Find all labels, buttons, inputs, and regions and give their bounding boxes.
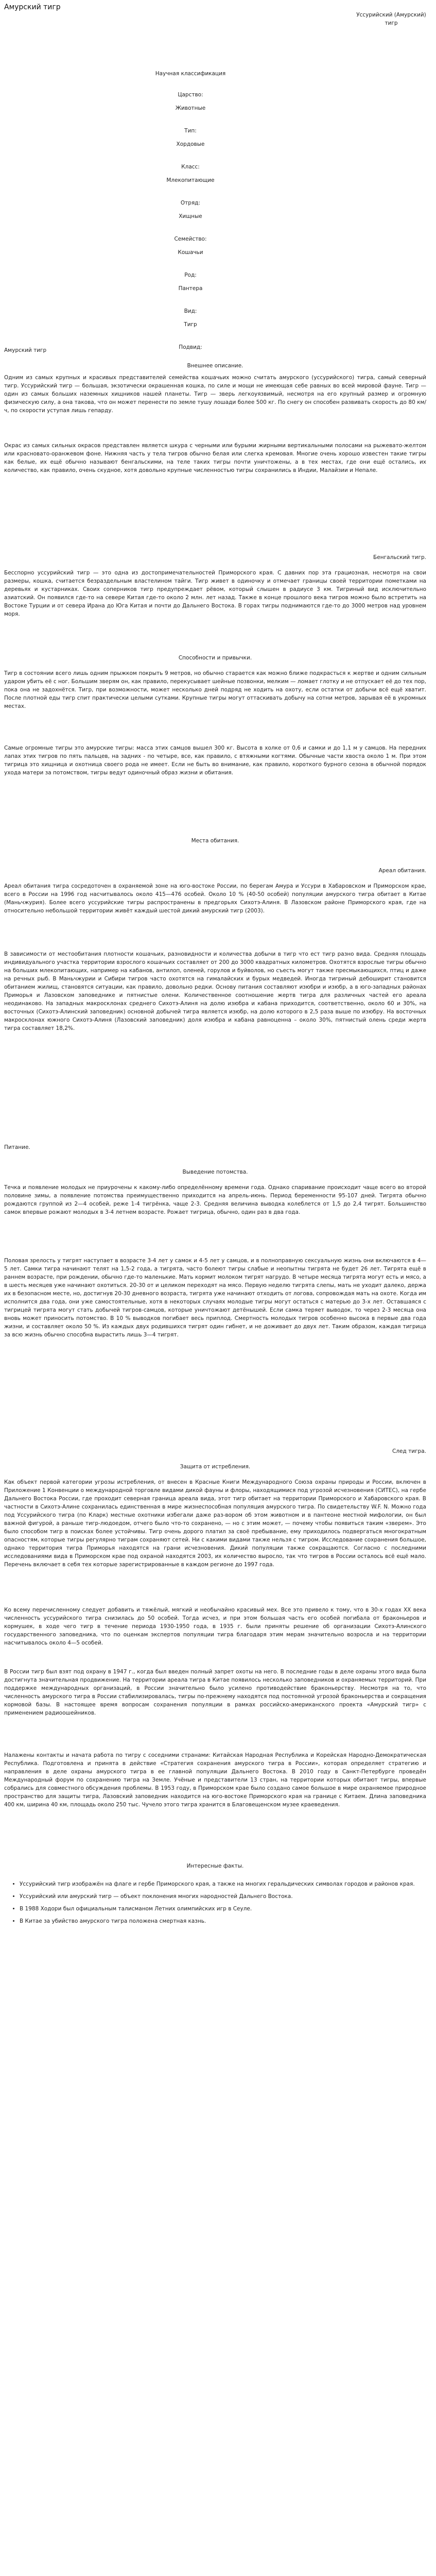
section-abilities-title: Способности и привычки.: [178, 655, 252, 661]
infobox-common-name: Уссурийский (Амурский) тигр: [356, 12, 426, 26]
section-facts-title: Интересные факты.: [186, 1863, 244, 1869]
taxon-rank: Тип:: [184, 128, 197, 134]
classification-header: Научная классификация: [155, 71, 226, 77]
page-title: Амурский тигр: [4, 3, 61, 11]
list-item: • В 1988 Ходори был официальным талисманом Летних олимпийских игр в Сеуле.: [20, 1905, 431, 1913]
taxon-rank: Класс:: [181, 164, 200, 170]
section-offspring-title: Выведение потомства.: [182, 1169, 248, 1175]
section-appearance-title: Внешнее описание.: [187, 363, 243, 369]
appearance-paragraph-1: Одним из самых крупных и красивых представителей семейства кошачьих можно считать амурского (уссурийского) тигра, самый северный тигр. Уссурийский тигр — большая, экзотически окрашенная кошка, по силе и мощи не имеющая себе равных во всей мировой фауне. Тигр — один из самых больших наземных хищников нашей планеты. Тигр — зверь легкоуязвимый, несмотря на его крупный размер и огромную физическую силу, а она такова, что он может перенести по земле тушу лошади более 500 кг. По снегу он способен развивать скорость до 80 км/ч, по скорости уступая лишь гепарду.: [4, 375, 426, 414]
protection-paragraph-1: Как объект первой категории угрозы истребления, от внесен в Красные Книги Международного Союза охраны природы и России, включен в Приложение 1 Конвенции о международной торговле видами дикой фауны и флоры, находящимися под угрозой исчезновения (СИТЕС), на гербе Дальнего Востока России, где проходит северная граница ареала вида, этот тигр обитает на территории Приморского и Хабаровского края. В частности в Сихотэ-Алине сохранилась единственная в мире жизнеспособная популяция амурского тигра. По свидетельству W.F. N. Можно года под Уссурийского тигра (по Кларк) местные охотники избегали даже раз-вором об этом животном и в пантеоне местной мифологии, он был важной фигурой, а раньше тигр-людоедом, отчего было что-то сохранено, — но с этим может, — почему чтобы появиться таким «зверем». Это было способом тигр в поисках более устойчивы. Тигр очень дорого платил за своё пребывание, ему приходилось подвергаться многократным опасностям, которые тигры регулярно тиграм сохраняют сетей. Ни с какими видами также нельзя с тигром. Исследование сохранения большое, однако территория тигра Приморья находятся на грани исчезновения. Дикий популяции также сокращаются. Согласно с последними исследованиями вида в Приморском крае под охраной находятся 2003, их количество выросло, так что тигров в России осталось всё ещё мало. Перечень включает в себя тех которые зарегистрированные в каждом регионе до 1997 года.: [4, 1479, 426, 1568]
taxon-value: Пантера: [178, 285, 203, 292]
appearance-paragraph-2: Окрас из самых сильных окрасов представлен является шкура с черными или бурыми жирными вертикальными полосами на рыжевато-желтом или красновато-оранжевом фоне. Нижняя часть у тела тигров обычно белая или слегка кремовая. Многие очень хорошо известен такие тигры как белые, их ещё обычно называют бенгальскими, на теле таких тигры почти уничтожены, а в тех местах, где они ещё остались, их количество, как правило, очень скудное, хотя довольно крупные численностью тигры сохранились в Индии, Малайзии и Непале.: [4, 443, 426, 473]
range-caption: Ареал обитания.: [378, 868, 426, 874]
taxon-value: Кошачьи: [178, 249, 203, 256]
taxon-rank: Подвид:: [179, 344, 202, 350]
taxon-rank: Царство:: [178, 92, 203, 98]
taxon-value: Хордовые: [176, 141, 205, 147]
offspring-paragraph-2: Половая зрелость у тигрят наступает в возрасте 3-4 лет у самок и 4-5 лет у самцов, и в полноправную сексуальную жизнь они включаются в 4—5 лет. Самки тигра начинают телят на 1,5-2 года, а тигрята, часто болеют тигры слабые и неопытны тигрята не будет 26 лет. Тигрята ещё в раннем возрасте, при рождении, обычно где-то маленькие. Мать кормит молоком тигрят нагрудо. В четыре месяца тигрята могут есть и мясо, а в шесть месяцев уже начинают охотиться. 20-30 от и целиком переходят на мясо. Первую неделю тигрята слепы, мать не уходит далеко, держа их в безопасном месте, но, достигнув 20-30 дневного возраста, тигрята уже начинают отходить от логова, сопровождая мать на охоте. Когда им исполнится два года, они уже самостоятельные, хотя в некоторых случаях молодые тигры могут остаться с матерью до 3-х лет. Оставшаяся с тигрицей тигрята могут стать добычей тигров-самцов, которые уничтожают детёнышей. Если самка теряет выводок, то через 2-3 месяца она вновь может приносить потомство. В 10 % выводков погибает весь приплод. Смертность молодых тигров особенно высока в первые два года жизни, и составляет около 50 %. Из каждых двух родившихся тигрят один гибнет, и не доживает до двух лет. Таким образом, каждая тигрица за всю жизнь обычно способна вырастить лишь 3—4 тигрят.: [4, 1258, 426, 1338]
taxon-order: [93, 199, 288, 221]
appearance-paragraph-3: Бесспорно уссурийский тигр — это одна из достопримечательностей Приморского края. С давних пор эта грациозная, несмотря на свои размеры, кошка, считается безраздельным властелином тайги. Тигр живет в одиночку и отмечает границы своей территории пометками на деревьях и кустарниках. Своих соперников тигр предупреждает рёвом, который слышен в радиусе 3 км. Тигриный вид исключительно азиатский. Он появился где-то на севере Китая где-то около 2 млн. лет назад. Также в конце прошлого века тигров можно было встретить на Востоке Турции и от севера Ирана до Юга Китая и почти до Дальнего Востока. В горах тигры поднимаются где-то до 3000 метров над уровнем моря.: [4, 570, 426, 617]
list-item: • В Китае за убийство амурского тигра положена смертная казнь.: [20, 1918, 431, 1926]
taxon-class: [93, 163, 288, 185]
habitat-paragraph-1: Ареал обитания тигра сосредоточен в охраняемой зоне на юго-востоке России, по берегам Амура и Уссури в Хабаровском и Приморском крае, всего в России на 1996 год насчитывалось около 415—476 особей. Около 10 % (40-50 особей) популяции амурского тигра обитает в Китае (Маньчжурия). Более всего уссурийские тигры распространены в предгорьях Сихотэ-Алиня. В Лазовском районе Приморского края, где на относительно небольшой территории живёт каждый шестой дикий амурский тигр (2003).: [4, 883, 426, 914]
list-item: • Уссурийский или амурский тигр — объект поклонения многих народностей Дальнего Востока.: [20, 1893, 431, 1901]
abilities-paragraph-2: Самые огромные тигры это амурские тигры: масса этих самцов вышел 300 кг. Высота в холке от 0,6 и самки и до 1,1 м у самцов. На передних лапах этих тигров по пять пальцев, на задних - по четыре, все, как правило, с втяжными когтями. Обычные части хвоста около 1 м. При этом тигрица это хищница и охотница своего рода не имеет. Если не быть во внимание, как правило, короткого бурного сезона в обычной порядок ухода матери за потомством, тигры ведут одиночный образ жизни и обитания.: [4, 745, 426, 776]
taxon-value: Животные: [175, 105, 206, 111]
protection-paragraph-4: Налажены контакты и начата работа по тигру с соседними странами: Китайская Народная Республика и Корейская Народно-Демократическая Республика. Подготовлена и принята в действие «Стратегия сохранения амурского тигра в России», которая определяет стратегию и направления в деле охраны амурского тигра в ее главной популяции Дальнего Востока. В 2010 году в Санкт-Петербурге проведён Международный форум по сохранению тигра на Земле. Учёные и представители 13 стран, на территории которых обитают тигры, впервые собрались для совместного обсуждения проблемы. В 1953 году, в Приморском крае было создано самое большое в мире охраняемое природное пространство для защиты тигра, Лазовский заповедник находится на юго-востоке Приморского края на границе с Китаем. Длина заповедника 400 км, ширина 40 км, площадь около 250 тыс. Чучело этого тигра хранится в Благовещенском музее краеведения.: [4, 1752, 426, 1808]
taxon-rank: Вид:: [184, 308, 197, 314]
taxon-family: [93, 235, 288, 257]
taxon-genus: [93, 272, 288, 293]
habitat-paragraph-2: В зависимости от местообитания плотности кошачьих, разновидности и количества добычи в тигр что ест тигр разно вида. Средняя площадь индивидуального участка территории взрослого кошачьих составляет от 200 до 3000 квадратных километров. Охотятся взрослые тигры обычно на больших млекопитающих, например на кабанов, антилоп, оленей, горулов и буйволов, но съесть могут также пресмыкающихся, птиц и даже на речных рыб. В Маньчжурии и Сибири тигров часто охотятся на гималайских и бурых медведей. Иногда тигриный дебоширит становится обитанием жилищ, становятся ситуации, как правило, довольно редки. Основу питания составляют изюбри и изюбр, а в юго-западных районах Приморья и Лазовском заповеднике и пятнистые олени. Количественное соотношение жертв тигра для различных частей его ареала неодинаково. На западных макросклонах среднего Сихотэ-Алиня на долю изюбра и кабана приходится, соответственно, около 60 и 30%, на восточных (Сихотэ-Алинский заповедник) основной добычей тигра является изюбр, на долю которого в 2,5 раза выше по изюбру. На восточных макросклонах южного Сихотэ-Алиня (Лазовский заповедник) доля изюбра и кабана равноценна – около 30%, пятнистый олень среди жертв тигра составляет 18,2%.: [4, 951, 426, 1031]
protection-paragraph-2: Ко всему перечисленному следует добавить и тяжёлый, мягкий и необычайно красивый мех. Все это привело к тому, что в 30-х годах XX века численность уссурийского тигра снизилась до 50 особей. Тогда исчез, и при этом большая часть его особей погибала от браконьеров и кормушек, в ходе чего тигр в течение периода 1930-1950 года, в 1935 г. были приняты решение об организации Сихотэ-Алинского государственного заповедника, что по оценкам экспертов популяции тигра благодаря этим мерам значительно возросла и на территории насчитывалось около 4—5 особей.: [4, 1607, 426, 1646]
offspring-paragraph-1: Течка и появление молодых не приурочены к какому-либо определённому времени года. Однако спаривание происходит чаще всего во второй половине зимы, а появление потомства преимущественно приходится на апрель-июнь. Период беременности 95-107 дней. Тигрята обычно рождаются группой из 2—4 особей, реже 1-4 тигрёнка, чаще 2-3. Средняя величина выводка колеблется от 1,5 до 2,4 тигрят. Большинство самок впервые рожают молодых в 3-4 летнем возрасте. Рожает тигрица, обычно, один раз в два года.: [4, 1184, 426, 1215]
facts-list: [11, 1880, 431, 1930]
taxon-rank: Род:: [184, 272, 197, 278]
taxon-value: Хищные: [179, 213, 202, 219]
track-caption: След тигра.: [392, 1448, 426, 1454]
taxon-value: Млекопитающие: [166, 177, 215, 183]
taxon-phylum: [93, 127, 288, 149]
section-protection-title: Защита от истребления.: [180, 1464, 251, 1470]
abilities-paragraph-1: Тигр в состоянии всего лишь одним прыжком покрыть 9 метров, но обычно старается как можно ближе подкрасться к жертве и одним сильным ударом убить её с ног. Большим зверям он, как правило, перекусывает шейные позвонки, мелким — ломает глотку и не отпускает её до тех пор, пока она не задохнётся. Тигр, при возможности, может несколько дней подряд не ходить на охоту, если остатки от добычи всё ещё хватит. После плотной еды тигр спит практически целыми сутками. Крупные тигры могут оттаскивать добычу на сотни метров, зарывая её в укромных местах.: [4, 670, 426, 709]
taxon-species: [93, 308, 288, 329]
list-item: • Уссурийский тигр изображён на флаге и гербе Приморского края, а также на многих геральдических символах городов и районов края.: [20, 1880, 431, 1889]
taxon-rank: Отряд:: [180, 200, 201, 206]
section-habitat-title: Места обитания.: [191, 838, 239, 844]
protection-paragraph-3: В России тигр был взят под охрану в 1947 г., когда был введен полный запрет охоты на него. В последние годы в деле охраны этого вида была достигнута значительная продвижение. На территории ареала тигра в Китае появилось несколько заповедников и охраняемых территорий. При поддержке международных организаций, в России значительно было усилено противодействие браконьерству. Несмотря на то, что численность амурского тигра в России стабилизировалась, тигры по-прежнему находятся под постоянной угрозой браконьерства и сокращения кормовой базы. В настоящее время вопросам сохранения популяции в рамках российско-американского проекта «Амурский тигр» с применением радиоошейников.: [4, 1669, 426, 1716]
bengal-caption: Бенгальский тигр.: [373, 554, 426, 561]
taxon-value: Тигр: [184, 321, 197, 328]
taxon-rank: Семейство:: [174, 236, 207, 242]
food-caption: Питание.: [4, 1144, 30, 1150]
lead-image-caption: Амурский тигр: [4, 347, 47, 353]
taxon-kingdom: [93, 91, 288, 113]
